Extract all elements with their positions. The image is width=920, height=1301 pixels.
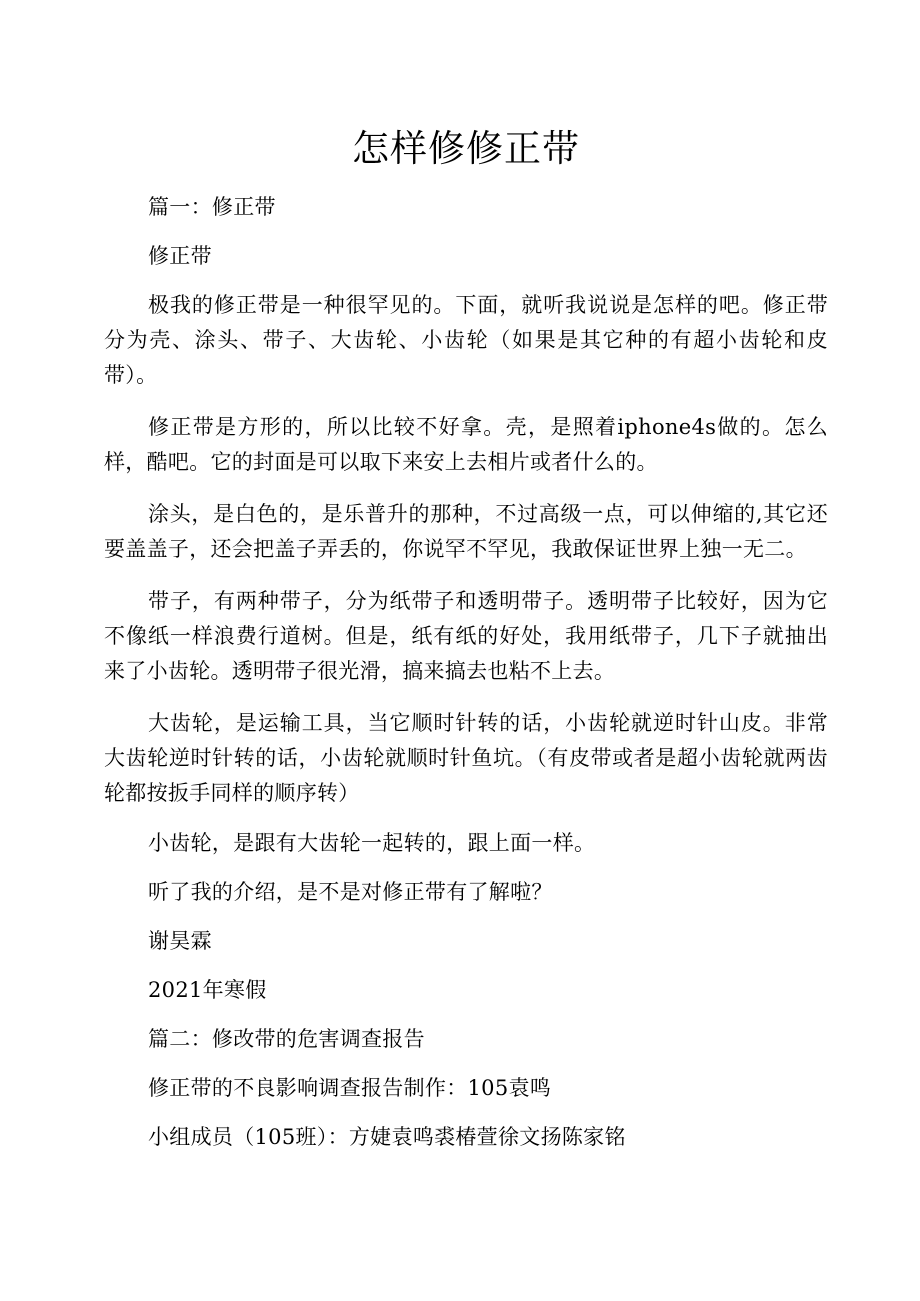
section-heading-1: 篇一：修正带 <box>148 195 276 219</box>
paragraph-big-gear: 大齿轮，是运输工具，当它顺时针转的话，小齿轮就逆时针山皮。非常大齿轮逆时针转的话，小齿轮就顺时针鱼坑。（有皮带或者是超小齿轮就两齿轮都按扳手同样的顺序转） <box>104 711 828 805</box>
paragraph-tip: 涂头，是白色的，是乐普升的那种，不过高级一点，可以伸缩的,其它还要盖盖子，还会把盖子弄丢的，你说罕不罕见，我敢保证世界上独一无二。 <box>104 502 828 561</box>
date-line: 2021年寒假 <box>148 978 267 1002</box>
report-credit: 修正带的不良影响调查报告制作：105袁鸣 <box>148 1076 552 1100</box>
paragraph-subtitle: 修正带 <box>148 244 212 268</box>
section-heading-2: 篇二：修改带的危害调查报告 <box>148 1027 425 1051</box>
paragraph-shell: 修正带是方形的，所以比较不好拿。壳，是照着iphone4s做的。怎么样，酷吧。它的封面是可以取下来安上去相片或者什么的。 <box>104 415 828 474</box>
group-members: 小组成员（105班）：方婕袁鸣裘椿萱徐文扬陈家铭 <box>148 1125 626 1149</box>
document-page <box>104 0 828 1155</box>
paragraph-intro: 极我的修正带是一种很罕见的。下面，就听我说说是怎样的吧。修正带分为壳、涂头、带子、大齿轮、小齿轮（如果是其它种的有超小齿轮和皮带）。 <box>104 293 828 387</box>
paragraph-small-gear: 小齿轮，是跟有大齿轮一起转的，跟上面一样。 <box>148 831 596 855</box>
paragraph-closing: 听了我的介绍，是不是对修正带有了解啦？ <box>148 880 553 904</box>
author-name: 谢昊霖 <box>148 929 212 953</box>
paragraph-tape: 带子，有两种带子，分为纸带子和透明带子。透明带子比较好，因为它不像纸一样浪费行道树。但是，纸有纸的好处，我用纸带子，几下子就抽出来了小齿轮。透明带子很光滑，搞来搞去也粘不上去。 <box>104 589 828 683</box>
document-title: 怎样修修正带 <box>352 127 580 170</box>
